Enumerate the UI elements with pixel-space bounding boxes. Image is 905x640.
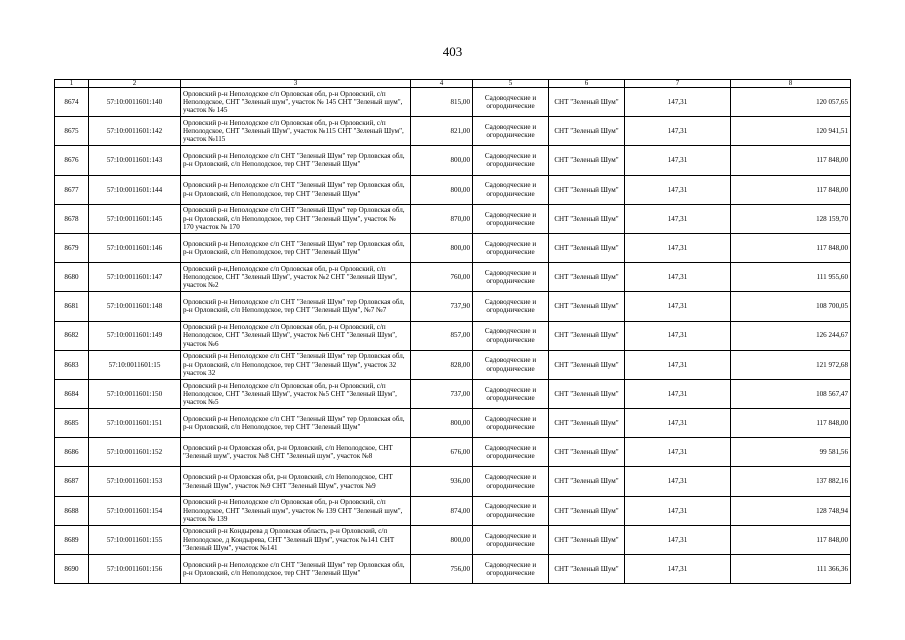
row-number-cell: 8689 xyxy=(55,525,89,554)
land-use-cell: Садоводческие и огороднические xyxy=(473,233,549,262)
land-use-cell: Садоводческие и огороднические xyxy=(473,292,549,321)
row-number-cell: 8681 xyxy=(55,292,89,321)
cadastral-number-cell: 57:10:0011601:155 xyxy=(89,525,181,554)
table-row xyxy=(55,350,851,379)
land-use-cell: Садоводческие и огороднические xyxy=(473,263,549,292)
row-number-cell: 8674 xyxy=(55,88,89,117)
rate-cell: 147,31 xyxy=(625,204,731,233)
value-cell: 108 567,47 xyxy=(731,379,851,408)
table-row xyxy=(55,321,851,350)
organization-cell: СНТ "Зеленый Шум" xyxy=(549,350,625,379)
land-use-cell: Садоводческие и огороднические xyxy=(473,175,549,204)
area-cell: 936,00 xyxy=(411,467,473,496)
value-cell: 128 159,70 xyxy=(731,204,851,233)
table-row xyxy=(55,263,851,292)
organization-cell: СНТ "Зеленый Шум" xyxy=(549,292,625,321)
organization-cell: СНТ "Зеленый Шум" xyxy=(549,321,625,350)
organization-cell: СНТ "Зеленый Шум" xyxy=(549,555,625,584)
row-number-cell: 8678 xyxy=(55,204,89,233)
header-cell: 3 xyxy=(181,80,411,88)
area-cell: 800,00 xyxy=(411,233,473,262)
row-number-cell: 8685 xyxy=(55,409,89,438)
address-cell: Орловский р-н Неполодское с/п Орловская обл, р-н Орловский, с/п Неполодское, СНТ "Зеленый шум", участок № 145 СНТ "Зеленый шум", участок № 145 xyxy=(181,88,411,117)
area-cell: 800,00 xyxy=(411,409,473,438)
organization-cell: СНТ "Зеленый Шум" xyxy=(549,409,625,438)
row-number-cell: 8684 xyxy=(55,379,89,408)
value-cell: 128 748,94 xyxy=(731,496,851,525)
table-row xyxy=(55,379,851,408)
area-cell: 828,00 xyxy=(411,350,473,379)
rate-cell: 147,31 xyxy=(625,321,731,350)
cadastral-number-cell: 57:10:0011601:144 xyxy=(89,175,181,204)
area-cell: 760,00 xyxy=(411,263,473,292)
land-use-cell: Садоводческие и огороднические xyxy=(473,438,549,467)
organization-cell: СНТ "Зеленый Шум" xyxy=(549,525,625,554)
organization-cell: СНТ "Зеленый Шум" xyxy=(549,175,625,204)
value-cell: 108 700,05 xyxy=(731,292,851,321)
address-cell: Орловский р-н Неполодское с/п Орловская обл, р-н Орловский, с/п Неполодское, СНТ "Зеленый Шум", участок №115 СНТ "Зеленый Шум", участок №115 xyxy=(181,117,411,146)
row-number-cell: 8680 xyxy=(55,263,89,292)
rate-cell: 147,31 xyxy=(625,88,731,117)
address-cell: Орловский р-н Неполодское с/п Орловская обл, р-н Орловский, с/п Неполодское, СНТ "Зеленый Шум", участок №5 СНТ "Зеленый Шум", участок №5 xyxy=(181,379,411,408)
value-cell: 117 848,00 xyxy=(731,175,851,204)
table-row xyxy=(55,496,851,525)
area-cell: 857,00 xyxy=(411,321,473,350)
rate-cell: 147,31 xyxy=(625,409,731,438)
table-row xyxy=(55,233,851,262)
table-row xyxy=(55,175,851,204)
land-use-cell: Садоводческие и огороднические xyxy=(473,555,549,584)
cadastral-number-cell: 57:10:0011601:150 xyxy=(89,379,181,408)
table-row xyxy=(55,467,851,496)
header-cell: 5 xyxy=(473,80,549,88)
value-cell: 99 581,56 xyxy=(731,438,851,467)
address-cell: Орловский р-н Неполодское с/п СНТ "Зеленый Шум" тер Орловская обл, р-н Орловский, с/п Неполодское, тер СНТ "Зеленый Шум", участок № 170 участок № 170 xyxy=(181,204,411,233)
cadastral-number-cell: 57:10:0011601:148 xyxy=(89,292,181,321)
area-cell: 800,00 xyxy=(411,175,473,204)
header-cell: 1 xyxy=(55,80,89,88)
organization-cell: СНТ "Зеленый Шум" xyxy=(549,233,625,262)
value-cell: 111 955,60 xyxy=(731,263,851,292)
cadastral-number-cell: 57:10:0011601:146 xyxy=(89,233,181,262)
header-cell: 4 xyxy=(411,80,473,88)
table-row xyxy=(55,88,851,117)
cadastral-number-cell: 57:10:0011601:143 xyxy=(89,146,181,175)
rate-cell: 147,31 xyxy=(625,233,731,262)
cadastral-number-cell: 57:10:0011601:15 xyxy=(89,350,181,379)
land-use-cell: Садоводческие и огороднические xyxy=(473,146,549,175)
land-use-cell: Садоводческие и огороднические xyxy=(473,321,549,350)
address-cell: Орловский р-н Неполодское с/п СНТ "Зеленый Шум" тер Орловская обл, р-н Орловский, с/п Неполодское, тер СНТ "Зеленый Шум", участок 32 участок 32 xyxy=(181,350,411,379)
address-cell: Орловский р-н Неполодское с/п СНТ "Зеленый Шум" тер Орловская обл, р-н Орловский, с/п Неполодское, тер СНТ "Зеленый Шум" xyxy=(181,409,411,438)
header-cell: 6 xyxy=(549,80,625,88)
value-cell: 121 972,68 xyxy=(731,350,851,379)
organization-cell: СНТ "Зеленый Шум" xyxy=(549,467,625,496)
area-cell: 737,00 xyxy=(411,379,473,408)
value-cell: 117 848,00 xyxy=(731,525,851,554)
land-use-cell: Садоводческие и огороднические xyxy=(473,204,549,233)
rate-cell: 147,31 xyxy=(625,146,731,175)
cadastral-number-cell: 57:10:0011601:151 xyxy=(89,409,181,438)
area-cell: 800,00 xyxy=(411,525,473,554)
land-use-cell: Садоводческие и огороднические xyxy=(473,467,549,496)
cadastral-number-cell: 57:10:0011601:142 xyxy=(89,117,181,146)
cadastral-number-cell: 57:10:0011601:140 xyxy=(89,88,181,117)
header-cell: 2 xyxy=(89,80,181,88)
land-use-cell: Садоводческие и огороднические xyxy=(473,350,549,379)
organization-cell: СНТ "Зеленый Шум" xyxy=(549,88,625,117)
table-row xyxy=(55,555,851,584)
rate-cell: 147,31 xyxy=(625,555,731,584)
rate-cell: 147,31 xyxy=(625,496,731,525)
table-row xyxy=(55,292,851,321)
area-cell: 756,00 xyxy=(411,555,473,584)
table-row xyxy=(55,409,851,438)
address-cell: Орловский р-н Неполодское с/п СНТ "Зеленый Шум" тер Орловская обл, р-н Орловский, с/п Неполодское, тер СНТ "Зеленый Шум" xyxy=(181,555,411,584)
cadastral-number-cell: 57:10:0011601:147 xyxy=(89,263,181,292)
rate-cell: 147,31 xyxy=(625,350,731,379)
address-cell: Орловский р-н Орловская обл, р-н Орловский, с/п Неполодское, СНТ "Зеленый Шум", участок №9 СНТ "Зеленый Шум", участок №9 xyxy=(181,467,411,496)
row-number-cell: 8682 xyxy=(55,321,89,350)
page-number: 403 xyxy=(442,44,463,59)
cadastral-number-cell: 57:10:0011601:156 xyxy=(89,555,181,584)
rate-cell: 147,31 xyxy=(625,525,731,554)
land-use-cell: Садоводческие и огороднические xyxy=(473,88,549,117)
area-cell: 874,00 xyxy=(411,496,473,525)
header-cell: 8 xyxy=(731,80,851,88)
address-cell: Орловский р-н Неполодское с/п СНТ "Зеленый Шум" тер Орловская обл, р-н Орловский, с/п Неполодское, тер СНТ "Зеленый Шум" xyxy=(181,233,411,262)
area-cell: 870,00 xyxy=(411,204,473,233)
address-cell: Орловский р-н Неполодское с/п Орловская обл, р-н Орловский, с/п Неполодское, СНТ "Зеленый шум", участок № 139 СНТ "Зеленый шум", участок № 139 xyxy=(181,496,411,525)
cadastral-number-cell: 57:10:0011601:153 xyxy=(89,467,181,496)
row-number-cell: 8690 xyxy=(55,555,89,584)
organization-cell: СНТ "Зеленый Шум" xyxy=(549,204,625,233)
cadastral-number-cell: 57:10:0011601:149 xyxy=(89,321,181,350)
row-number-cell: 8687 xyxy=(55,467,89,496)
rate-cell: 147,31 xyxy=(625,175,731,204)
row-number-cell: 8675 xyxy=(55,117,89,146)
area-cell: 815,00 xyxy=(411,88,473,117)
rate-cell: 147,31 xyxy=(625,292,731,321)
land-use-cell: Садоводческие и огороднические xyxy=(473,379,549,408)
row-number-cell: 8676 xyxy=(55,146,89,175)
area-cell: 737,90 xyxy=(411,292,473,321)
organization-cell: СНТ "Зеленый Шум" xyxy=(549,263,625,292)
row-number-cell: 8679 xyxy=(55,233,89,262)
value-cell: 117 848,00 xyxy=(731,409,851,438)
rate-cell: 147,31 xyxy=(625,438,731,467)
value-cell: 126 244,67 xyxy=(731,321,851,350)
address-cell: Орловский р-н Неполодское с/п Орловская обл, р-н Орловский, с/п Неполодское, СНТ "Зеленый Шум", участок №6 СНТ "Зеленый Шум", участок №6 xyxy=(181,321,411,350)
organization-cell: СНТ "Зеленый Шум" xyxy=(549,117,625,146)
area-cell: 821,00 xyxy=(411,117,473,146)
table-row xyxy=(55,204,851,233)
table-row xyxy=(55,438,851,467)
row-number-cell: 8688 xyxy=(55,496,89,525)
cadastral-number-cell: 57:10:0011601:154 xyxy=(89,496,181,525)
header-cell: 7 xyxy=(625,80,731,88)
rate-cell: 147,31 xyxy=(625,379,731,408)
organization-cell: СНТ "Зеленый Шум" xyxy=(549,379,625,408)
cadastral-number-cell: 57:10:0011601:145 xyxy=(89,204,181,233)
value-cell: 120 057,65 xyxy=(731,88,851,117)
row-number-cell: 8683 xyxy=(55,350,89,379)
value-cell: 117 848,00 xyxy=(731,233,851,262)
table-row xyxy=(55,117,851,146)
table-row xyxy=(55,146,851,175)
row-number-cell: 8686 xyxy=(55,438,89,467)
land-use-cell: Садоводческие и огороднические xyxy=(473,409,549,438)
land-registry-table xyxy=(54,79,851,584)
organization-cell: СНТ "Зеленый Шум" xyxy=(549,496,625,525)
table-row xyxy=(55,525,851,554)
value-cell: 120 941,51 xyxy=(731,117,851,146)
address-cell: Орловский р-н Орловская обл, р-н Орловский, с/п Неполодское, СНТ "Зеленый шум", участок №8 СНТ "Зеленый шум", участок №8 xyxy=(181,438,411,467)
address-cell: Орловский р-н Кондырева д Орловская область, р-н Орловский, с/п Неполодское, д Кондырева, СНТ "Зеленый Шум", участок №141 СНТ "Зеленый Шум", участок №141 xyxy=(181,525,411,554)
address-cell: Орловский р-н Неполодское с/п СНТ "Зеленый Шум" тер Орловская обл, р-н Орловский, с/п Неполодское, тер СНТ "Зеленый Шум" xyxy=(181,146,411,175)
value-cell: 111 366,36 xyxy=(731,555,851,584)
value-cell: 137 882,16 xyxy=(731,467,851,496)
column-number-header xyxy=(55,80,851,88)
address-cell: Орловский р-н Неполодское с/п СНТ "Зеленый Шум" тер Орловская обл, р-н Орловский, с/п Неполодское, тер СНТ "Зеленый Шум" xyxy=(181,175,411,204)
land-use-cell: Садоводческие и огороднические xyxy=(473,525,549,554)
value-cell: 117 848,00 xyxy=(731,146,851,175)
table-body xyxy=(55,80,851,584)
area-cell: 800,00 xyxy=(411,146,473,175)
rate-cell: 147,31 xyxy=(625,117,731,146)
address-cell: Орловский р-н,Неполодское с/п Орловская обл, р-н Орловский, с/п Неполодское, СНТ "Зеленый Шум", участок №2 СНТ "Зеленый Шум", участок №2 xyxy=(181,263,411,292)
cadastral-number-cell: 57:10:0011601:152 xyxy=(89,438,181,467)
area-cell: 676,00 xyxy=(411,438,473,467)
organization-cell: СНТ "Зеленый Шум" xyxy=(549,146,625,175)
organization-cell: СНТ "Зеленый Шум" xyxy=(549,438,625,467)
address-cell: Орловский р-н Неполодское с/п СНТ "Зеленый Шум" тер Орловская обл, р-н Орловский, с/п Неполодское, тер СНТ "Зеленый Шум", №7 №7 xyxy=(181,292,411,321)
land-use-cell: Садоводческие и огороднические xyxy=(473,117,549,146)
land-use-cell: Садоводческие и огороднические xyxy=(473,496,549,525)
rate-cell: 147,31 xyxy=(625,263,731,292)
rate-cell: 147,31 xyxy=(625,467,731,496)
row-number-cell: 8677 xyxy=(55,175,89,204)
